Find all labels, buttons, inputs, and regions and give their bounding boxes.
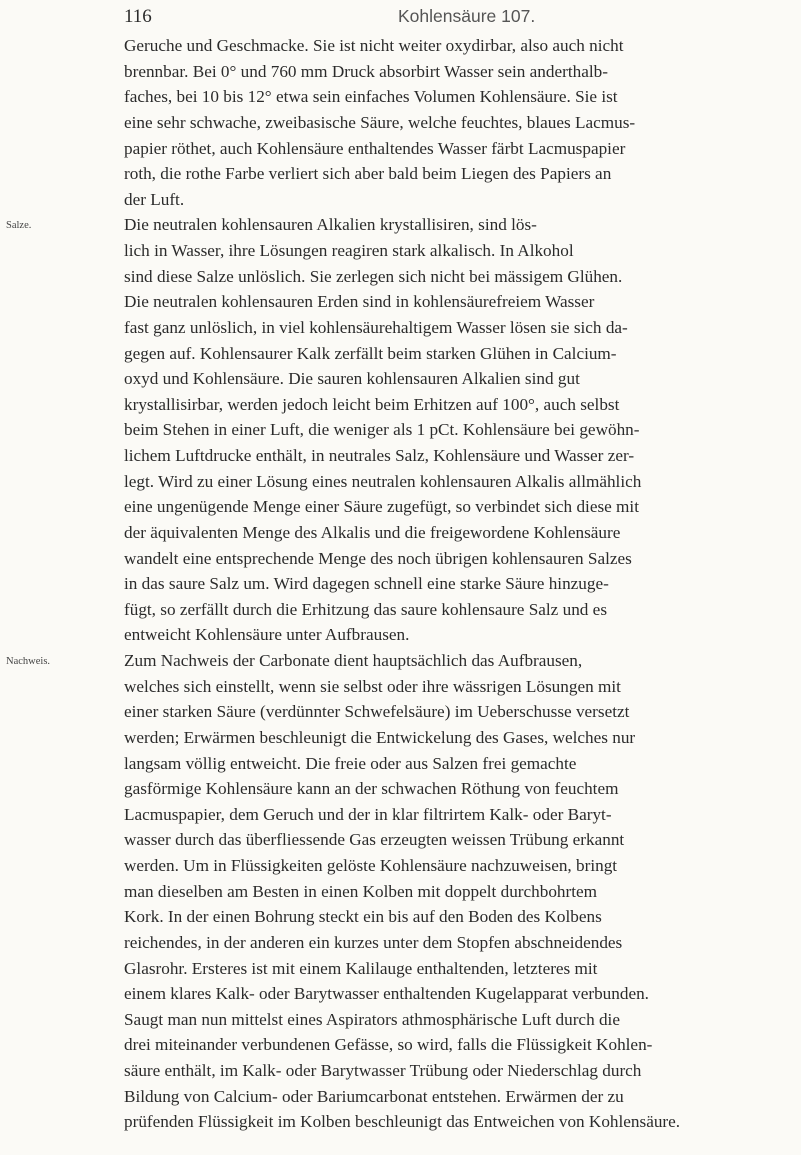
- page-header: [0, 4, 801, 34]
- text-line: beim Stehen in einer Luft, die weniger als 1 pCt. Kohlensäure bei gewöhn-: [124, 420, 640, 440]
- text-line: legt. Wird zu einer Lösung eines neutralen kohlensauren Alkalis allmählich: [124, 471, 642, 491]
- text-line: fast ganz unlöslich, in viel kohlensäurehaltigem Wasser lösen sie sich da-: [124, 317, 628, 337]
- text-line: entweicht Kohlensäure unter Aufbrausen.: [124, 625, 410, 645]
- text-line: Salze. Die neutralen kohlensauren Alkalien krystallisiren, sind lös-: [124, 212, 801, 238]
- text-line: man dieselben am Besten in einen Kolben mit doppelt durchbohrtem: [124, 881, 598, 901]
- text-line: der äquivalenten Menge des Alkalis und die freigewordene Kohlensäure: [124, 522, 621, 542]
- text-line: Glasrohr. Ersteres ist mit einem Kalilauge enthaltenden, letzteres mit: [124, 958, 598, 978]
- text-line: langsam völlig entweicht. Die freie oder aus Salzen frei gemachte: [124, 753, 577, 773]
- text-line: drei miteinander verbundenen Gefässe, so wird, falls die Flüssigkeit Kohlen-: [124, 1035, 653, 1055]
- running-title: Kohlensäure 107.: [398, 6, 536, 26]
- text-line: säure enthält, im Kalk- oder Barytwasser Trübung oder Niederschlag durch: [124, 1061, 642, 1080]
- text-line: wasser durch das überfliessende Gas erzeugten weissen Trübung erkannt: [124, 830, 625, 850]
- text-line: einer starken Säure (verdünnter Schwefelsäure) im Ueberschusse versetzt: [124, 702, 630, 722]
- page-number: 116: [124, 6, 152, 27]
- margin-note-salze: Salze.: [6, 220, 32, 232]
- text-line: der Luft.: [124, 189, 185, 209]
- text-line: gegen auf. Kohlensaurer Kalk zerfällt beim starken Glühen in Calcium-: [124, 343, 617, 363]
- text-line: Saugt man nun mittelst eines Aspirators athmosphärische Luft durch die: [124, 1009, 620, 1029]
- text-line: Kork. In der einen Bohrung steckt ein bis auf den Boden des Kolbens: [124, 907, 602, 927]
- text-line: werden; Erwärmen beschleunigt die Entwickelung des Gases, welches nur: [124, 727, 636, 747]
- text-line: papier röthet, auch Kohlensäure enthaltendes Wasser färbt Lacmuspapier: [124, 138, 626, 158]
- text-line: reichendes, in der anderen ein kurzes unter dem Stopfen abschneidendes: [124, 932, 623, 952]
- text-line: sind diese Salze unlöslich. Sie zerlegen sich nicht bei mässigem Glühen.: [124, 266, 623, 286]
- text-line: Lacmuspapier, dem Geruch und der in klar filtrirtem Kalk- oder Baryt-: [124, 804, 612, 824]
- text-line: Nachweis. Zum Nachweis der Carbonate dient hauptsächlich das Aufbrausen,: [124, 648, 801, 674]
- text-line: fügt, so zerfällt durch die Erhitzung das saure kohlensaure Salz und es: [124, 599, 608, 619]
- text-line: Die neutralen kohlensauren Erden sind in kohlensäurefreiem Wasser: [124, 292, 595, 312]
- text-line: einem klares Kalk- oder Barytwasser enthaltenden Kugelapparat verbunden.: [124, 984, 649, 1004]
- body-text: [6, 33, 801, 1135]
- text-line: eine ungenügende Menge einer Säure zugefügt, so verbindet sich diese mit: [124, 497, 639, 517]
- text-line: lich in Wasser, ihre Lösungen reagiren stark alkalisch. In Alkohol: [124, 241, 574, 260]
- text-line: Geruche und Geschmacke. Sie ist nicht weiter oxydirbar, also auch nicht: [124, 36, 624, 55]
- text-line: welches sich einstellt, wenn sie selbst oder ihre wässrigen Lösungen mit: [124, 676, 621, 696]
- text-line: lichem Luftdrucke enthält, in neutrales Salz, Kohlensäure und Wasser zer-: [124, 446, 635, 465]
- text-line: oxyd und Kohlensäure. Die sauren kohlensauren Alkalien sind gut: [124, 369, 580, 389]
- text-line: werden. Um in Flüssigkeiten gelöste Kohlensäure nachzuweisen, bringt: [124, 856, 618, 875]
- text-line: roth, die rothe Farbe verliert sich aber bald beim Liegen des Papiers an: [124, 164, 612, 184]
- text-line: prüfenden Flüssigkeit im Kolben beschleunigt das Entweichen von Kohlensäure.: [124, 1112, 681, 1132]
- text-line: wandelt eine entsprechende Menge des noch übrigen kohlensauren Salzes: [124, 548, 632, 568]
- text-line: brennbar. Bei 0° und 760 mm Druck absorbirt Wasser sein anderthalb-: [124, 61, 608, 81]
- text-line: in das saure Salz um. Wird dagegen schnell eine starke Säure hinzuge-: [124, 574, 609, 594]
- margin-note-nachweis: Nachweis.: [6, 656, 51, 667]
- text-line: eine sehr schwache, zweibasische Säure, welche feuchtes, blaues Lacmus-: [124, 112, 636, 132]
- text-line: faches, bei 10 bis 12° etwa sein einfaches Volumen Kohlensäure. Sie ist: [124, 87, 618, 107]
- text-line: Bildung von Calcium- oder Bariumcarbonat entstehen. Erwärmen der zu: [124, 1086, 624, 1106]
- text-line: gasförmige Kohlensäure kann an der schwachen Röthung von feuchtem: [124, 779, 619, 799]
- text-line: krystallisirbar, werden jedoch leicht beim Erhitzen auf 100°, auch selbst: [124, 394, 620, 414]
